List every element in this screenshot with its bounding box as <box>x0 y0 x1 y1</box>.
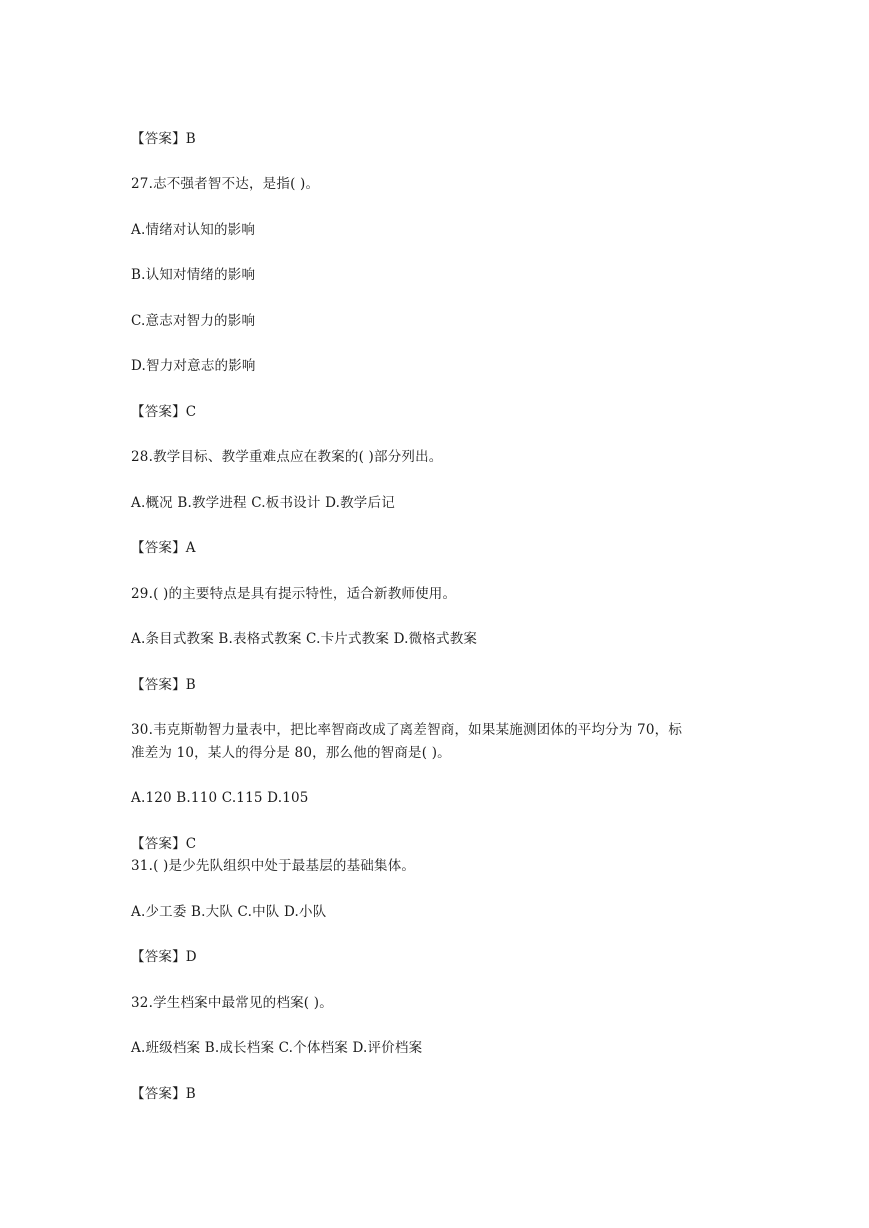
options-29: A.条目式教案 B.表格式教案 C.卡片式教案 D.微格式教案 <box>131 631 478 647</box>
question-32: 32.学生档案中最常见的档案( )。 <box>131 995 333 1011</box>
option-27-a: A.情绪对认知的影响 <box>131 222 256 238</box>
question-27: 27.志不强者智不达，是指( )。 <box>131 176 320 192</box>
option-27-d: D.智力对意志的影响 <box>131 358 256 374</box>
options-31: A.少工委 B.大队 C.中队 D.小队 <box>131 904 327 920</box>
answer-26: 【答案】B <box>131 131 196 147</box>
question-29: 29.( )的主要特点是具有提示特性，适合新教师使用。 <box>131 586 457 602</box>
question-28: 28.教学目标、教学重难点应在教案的( )部分列出。 <box>131 449 443 465</box>
answer-28: 【答案】A <box>131 540 196 556</box>
question-30-line-1: 30.韦克斯勒智力量表中，把比率智商改成了离差智商，如果某施测团体的平均分为 70，标 <box>131 722 683 738</box>
answer-27: 【答案】C <box>131 404 197 420</box>
options-28: A.概况 B.教学进程 C.板书设计 D.教学后记 <box>131 495 395 511</box>
question-31: 31.( )是少先队组织中处于最基层的基础集体。 <box>131 858 416 874</box>
answer-32: 【答案】B <box>131 1086 196 1102</box>
answer-29: 【答案】B <box>131 677 196 693</box>
question-30-line-2: 准差为 10，某人的得分是 80，那么他的智商是( )。 <box>131 745 451 761</box>
answer-30: 【答案】C <box>131 836 197 852</box>
answer-31: 【答案】D <box>131 949 197 965</box>
options-30: A.120 B.110 C.115 D.105 <box>131 790 309 806</box>
option-27-b: B.认知对情绪的影响 <box>131 267 256 283</box>
option-27-c: C.意志对智力的影响 <box>131 313 256 329</box>
options-32: A.班级档案 B.成长档案 C.个体档案 D.评价档案 <box>131 1040 423 1056</box>
